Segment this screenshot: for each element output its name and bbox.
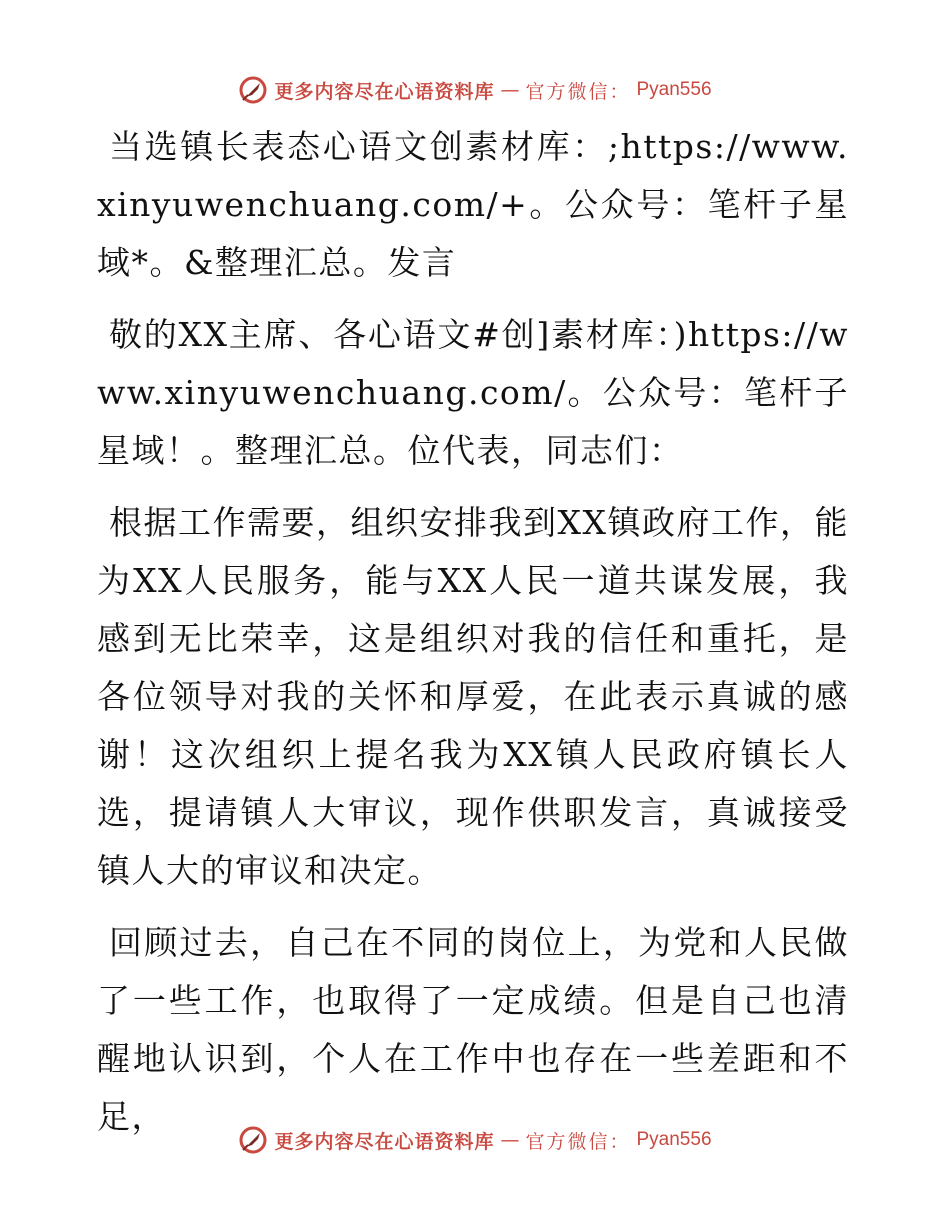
paragraph-4: 回顾过去，自己在不同的岗位上，为党和人民做了一些工作，也取得了一定成绩。但是自己也清醒地认识到，个人在工作中也存在一些差距和不足， bbox=[97, 923, 849, 1136]
quill-logo-icon bbox=[238, 75, 268, 105]
banner-wechat-id: Pyan556 bbox=[636, 79, 712, 100]
paragraph-1: 当选镇长表态心语文创素材库：;https://www.xinyuwenchuang.com/+。公众号：笔杆子星域*。&整理汇总。发言 bbox=[97, 127, 849, 282]
paragraph-2: 敬的XX主席、各心语文#创]素材库：)https://www.xinyuwenchuang.com/。公众号：笔杆子星域！。整理汇总。位代表，同志们： bbox=[97, 315, 849, 470]
footer-banner bbox=[0, 1122, 950, 1158]
banner-label: 官方微信： bbox=[525, 1130, 631, 1153]
header-banner bbox=[0, 72, 950, 108]
banner-separator: — bbox=[500, 79, 520, 101]
paragraph-3: 根据工作需要，组织安排我到XX镇政府工作，能为XX人民服务，能与XX人民一道共谋发展，我感到无比荣幸，这是组织对我的信任和重托，是各位领导对我的关怀和厚爱，在此表示真诚的感谢！这次组织上提名我为XX镇人民政府镇长人选，提请镇人大审议，现作供职发言，真诚接受镇人大的审议和决定。 bbox=[97, 503, 849, 890]
banner-label: 官方微信： bbox=[525, 80, 631, 103]
document-body bbox=[97, 118, 849, 1160]
quill-logo-icon bbox=[238, 1125, 268, 1155]
banner-text: 更多内容尽在心语资料库 bbox=[274, 80, 495, 103]
banner-text: 更多内容尽在心语资料库 bbox=[274, 1130, 495, 1153]
banner-wechat-id: Pyan556 bbox=[636, 1129, 712, 1150]
banner-separator: — bbox=[500, 1129, 520, 1151]
